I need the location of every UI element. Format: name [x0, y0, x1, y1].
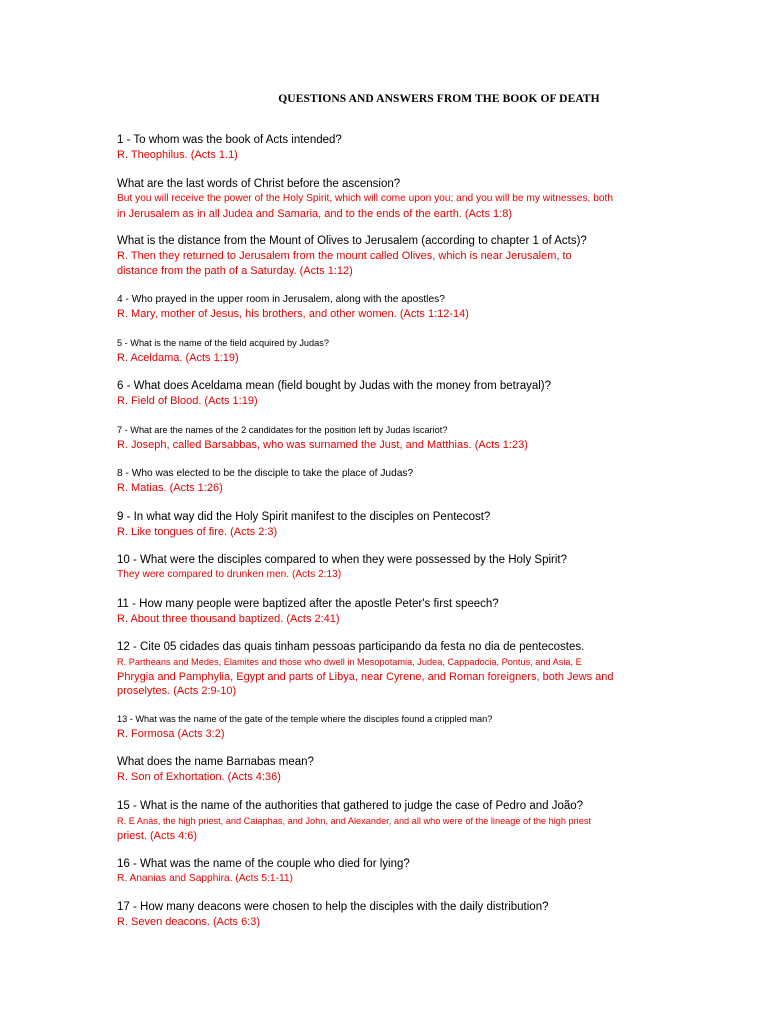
question-text: 5 - What is the name of the field acquired by Judas? — [117, 338, 329, 348]
answer-line: But you will receive the power of the Holy Spirit, which will come upon you; and you will be my witnesses, both — [117, 193, 614, 204]
qa-item — [117, 510, 657, 540]
answer-text — [117, 655, 657, 699]
answer-text — [117, 192, 657, 221]
question-text: 8 - Who was elected to be the disciple to take the place of Judas? — [117, 468, 414, 479]
question-text: 7 - What are the names of the 2 candidates for the position left by Judas Iscariot? — [117, 425, 448, 435]
answer-text — [117, 915, 657, 930]
qa-item — [117, 553, 657, 583]
answer-text — [117, 394, 657, 409]
answer-line: distance from the path of a Saturday. (Acts 1:12) — [117, 264, 353, 277]
answer-text — [117, 481, 657, 496]
question-text: 9 - In what way did the Holy Spirit manifest to the disciples on Pentecost? — [117, 511, 491, 523]
answer-line: They were compared to drunken men. (Acts 2:13) — [117, 569, 342, 580]
question-text: What are the last words of Christ before the ascension? — [117, 178, 401, 190]
question-text: 15 - What is the name of the authorities that gathered to judge the case of Pedro and João? — [117, 800, 584, 812]
answer-line: R. Formosa (Acts 3:2) — [117, 728, 225, 740]
answer-line: R. Joseph, called Barsabbas, who was surnamed the Just, and Matthias. (Acts 1:23) — [117, 439, 528, 451]
qa-item — [117, 379, 657, 409]
answer-text — [117, 351, 657, 366]
answer-line: R. Theophilus. (Acts 1.1) — [117, 149, 238, 161]
page-title: QUESTIONS AND ANSWERS FROM THE BOOK OF DEATH — [278, 93, 600, 105]
qa-item — [117, 133, 657, 163]
qa-item — [117, 292, 657, 322]
answer-text — [117, 249, 657, 278]
question-text: 4 - Who prayed in the upper room in Jerusalem, along with the apostles? — [117, 294, 445, 305]
answer-line: R. Ananias and Sapphira. (Acts 5:1-11) — [117, 873, 293, 884]
qa-item — [117, 799, 657, 843]
question-text: 6 - What does Aceldama mean (field bought by Judas with the money from betrayal)? — [117, 380, 552, 392]
qa-item — [117, 900, 657, 930]
answer-text — [117, 612, 657, 627]
answer-text — [117, 568, 657, 583]
qa-item — [117, 466, 657, 496]
answer-text — [117, 307, 657, 322]
qa-item — [117, 640, 657, 699]
answer-line: R. Seven deacons. (Acts 6:3) — [117, 916, 261, 928]
answer-line: R. Partheans and Medes, Elamites and those who dwell in Mesopotamia, Judea, Cappadocia, Pontus, and Asia, E — [117, 657, 582, 667]
answer-text — [117, 525, 657, 540]
answer-line: R. E Anás, the high priest, and Caiaphas, and John, and Alexander, and all who were of the lineage of the high priest — [117, 816, 591, 826]
answer-text — [117, 770, 657, 785]
answer-text — [117, 727, 657, 742]
answer-line: R. About three thousand baptized. (Acts 2:41) — [117, 613, 340, 625]
qa-item — [117, 336, 657, 366]
qa-item — [117, 755, 657, 785]
qa-item — [117, 857, 657, 887]
answer-line: R. Aceldama. (Acts 1:19) — [117, 352, 239, 364]
answer-text — [117, 814, 657, 843]
question-text: 17 - How many deacons were chosen to help the disciples with the daily distribution? — [117, 901, 549, 913]
qa-item — [117, 712, 657, 742]
question-text: 16 - What was the name of the couple who died for lying? — [117, 858, 410, 870]
question-text: 10 - What were the disciples compared to when they were possessed by the Holy Spirit? — [117, 554, 567, 566]
answer-line: R. Matias. (Acts 1:26) — [117, 482, 223, 494]
qa-item — [117, 177, 657, 221]
answer-line: R. Field of Blood. (Acts 1:19) — [117, 395, 258, 407]
answer-line: R. Mary, mother of Jesus, his brothers, and other women. (Acts 1:12-14) — [117, 308, 469, 320]
answer-line: priest. (Acts 4:6) — [117, 829, 198, 842]
question-text: 12 - Cite 05 cidades das quais tinham pessoas participando da festa no dia de pentecostes. — [117, 641, 585, 653]
question-text: What does the name Barnabas mean? — [117, 756, 314, 768]
answer-text — [117, 872, 657, 887]
answer-text — [117, 438, 657, 453]
answer-text — [117, 148, 657, 163]
question-text: 13 - What was the name of the gate of the temple where the disciples found a crippled man? — [117, 714, 493, 724]
question-text: 11 - How many people were baptized after the apostle Peter's first speech? — [117, 598, 499, 610]
question-text: 1 - To whom was the book of Acts intended? — [117, 134, 342, 146]
qa-item — [117, 234, 657, 278]
answer-line: R. Like tongues of fire. (Acts 2:3) — [117, 526, 278, 538]
answer-line: in Jerusalem as in all Judea and Samaria, and to the ends of the earth. (Acts 1:8) — [117, 207, 513, 220]
answer-line: proselytes. (Acts 2:9-10) — [117, 685, 237, 697]
qa-item — [117, 423, 657, 453]
question-text: What is the distance from the Mount of Olives to Jerusalem (according to chapter 1 of Acts)? — [117, 235, 587, 247]
answer-line: Phrygia and Pamphylia, Egypt and parts of Libya, near Cyrene, and Roman foreigners, both Jews and — [117, 670, 614, 683]
qa-item — [117, 597, 657, 627]
answer-line: R. Son of Exhortation. (Acts 4:36) — [117, 771, 281, 783]
answer-line: R. Then they returned to Jerusalem from the mount called Olives, which is near Jerusalem, to — [117, 250, 572, 262]
